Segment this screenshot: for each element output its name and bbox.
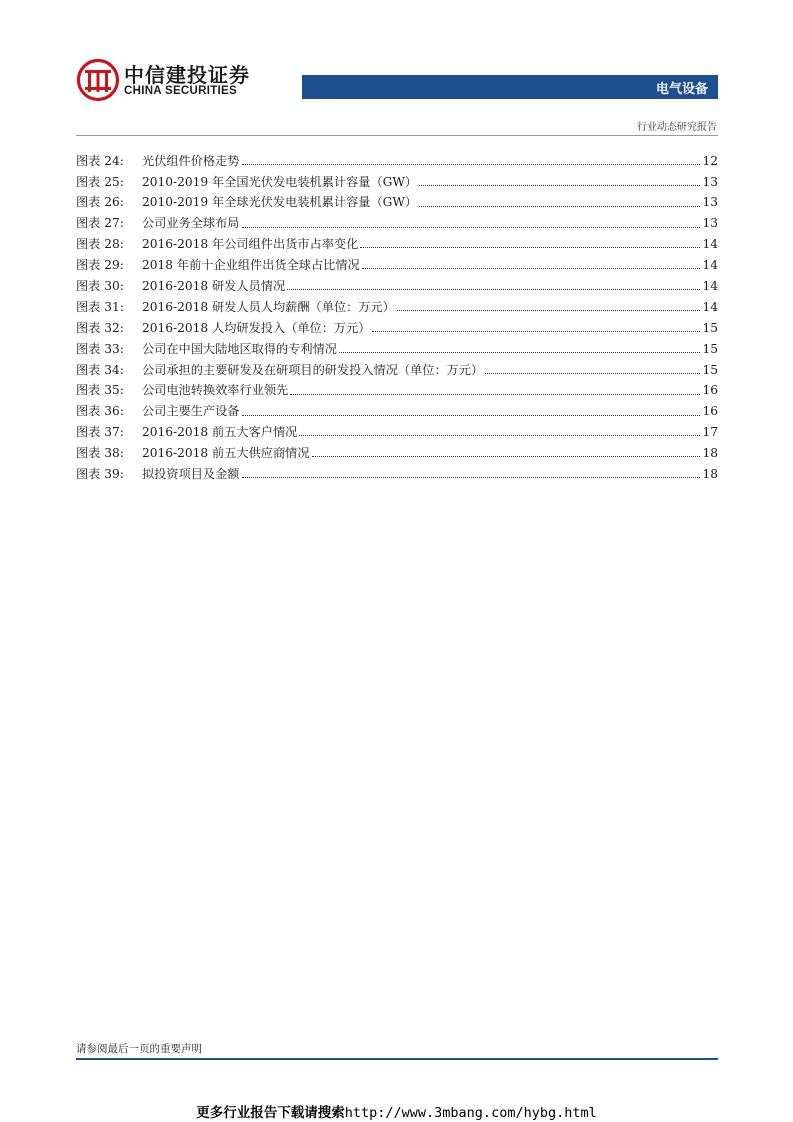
figure-number: 图表 35: bbox=[76, 383, 124, 398]
toc-entry[interactable] bbox=[76, 271, 718, 292]
leader-dots bbox=[287, 289, 700, 290]
sector-banner bbox=[302, 75, 718, 99]
figure-number: 图表 25: bbox=[76, 174, 124, 189]
figure-title: 2016-2018 研发人员人均薪酬（单位：万元） bbox=[142, 299, 395, 314]
logo-english-name: CHINA SECURITIES bbox=[124, 85, 237, 97]
page-number: 14 bbox=[702, 237, 718, 252]
toc-entry[interactable] bbox=[76, 334, 718, 355]
leader-dots bbox=[242, 477, 701, 478]
page-number: 15 bbox=[702, 341, 718, 356]
figure-number: 图表 27: bbox=[76, 216, 124, 231]
figure-title: 公司承担的主要研发及在研项目的研发投入情况（单位：万元） bbox=[142, 362, 484, 377]
toc-entry[interactable] bbox=[76, 313, 718, 334]
footer-divider bbox=[76, 1058, 718, 1060]
download-promo bbox=[0, 1101, 793, 1121]
header-divider bbox=[76, 135, 718, 136]
toc-entry[interactable] bbox=[76, 209, 718, 230]
leader-dots bbox=[242, 415, 701, 416]
leader-dots bbox=[242, 227, 701, 228]
page-number: 13 bbox=[702, 174, 718, 189]
figure-title: 2016-2018 人均研发投入（单位：万元） bbox=[142, 320, 371, 335]
toc-entry[interactable] bbox=[76, 292, 718, 313]
leader-dots bbox=[362, 268, 701, 269]
report-type: 行业动态研究报告 bbox=[637, 122, 717, 133]
toc-entry[interactable] bbox=[76, 397, 718, 418]
leader-dots bbox=[299, 435, 700, 436]
figure-title: 2016-2018 前五大客户情况 bbox=[142, 425, 298, 440]
leader-dots bbox=[372, 331, 700, 332]
page-number: 16 bbox=[702, 404, 718, 419]
figure-title: 2016-2018 前五大供应商情况 bbox=[142, 446, 310, 461]
figure-title: 2016-2018 年公司组件出货市占率变化 bbox=[142, 237, 359, 252]
figure-number: 图表 39: bbox=[76, 467, 124, 482]
figure-title: 公司业务全球布局 bbox=[142, 216, 240, 231]
china-securities-logo-icon bbox=[76, 58, 120, 102]
figure-title: 拟投资项目及金额 bbox=[142, 467, 240, 482]
toc-entry[interactable] bbox=[76, 355, 718, 376]
leader-dots bbox=[419, 185, 700, 186]
page-number: 14 bbox=[702, 279, 718, 294]
toc-entry[interactable] bbox=[76, 167, 718, 188]
figure-title: 公司在中国大陆地区取得的专利情况 bbox=[142, 341, 337, 356]
toc-entry[interactable] bbox=[76, 188, 718, 209]
leader-dots bbox=[290, 394, 700, 395]
page-number: 16 bbox=[702, 383, 718, 398]
toc-entry[interactable] bbox=[76, 376, 718, 397]
figure-title: 公司主要生产设备 bbox=[142, 404, 240, 419]
page-number: 18 bbox=[702, 446, 718, 461]
toc-entry[interactable] bbox=[76, 438, 718, 459]
figure-title: 2018 年前十企业组件出货全球占比情况 bbox=[142, 258, 360, 273]
page-number: 13 bbox=[702, 195, 718, 210]
figure-number: 图表 30: bbox=[76, 279, 124, 294]
toc-entry[interactable] bbox=[76, 250, 718, 271]
figure-number: 图表 31: bbox=[76, 299, 124, 314]
disclaimer-note: 请参阅最后一页的重要声明 bbox=[76, 1043, 202, 1055]
page-number: 14 bbox=[702, 299, 718, 314]
page-number: 15 bbox=[702, 362, 718, 377]
sector-label: 电气设备 bbox=[655, 81, 708, 97]
leader-dots bbox=[419, 206, 700, 207]
page-number: 17 bbox=[702, 425, 718, 440]
toc-entry[interactable] bbox=[76, 146, 718, 167]
figure-number: 图表 38: bbox=[76, 446, 124, 461]
leader-dots bbox=[312, 456, 701, 457]
figure-number: 图表 37: bbox=[76, 425, 124, 440]
leader-dots bbox=[397, 310, 701, 311]
page-number: 15 bbox=[702, 320, 718, 335]
figure-number: 图表 24: bbox=[76, 153, 124, 168]
page-number: 12 bbox=[702, 153, 718, 168]
figure-title: 2010-2019 年全国光伏发电装机累计容量（GW） bbox=[142, 174, 418, 189]
leader-dots bbox=[485, 373, 700, 374]
logo-chinese-name: 中信建投证券 bbox=[124, 63, 250, 87]
figure-number: 图表 32: bbox=[76, 320, 124, 335]
promo-text: 更多行业报告下载请搜索 bbox=[196, 1105, 345, 1121]
figure-title: 公司电池转换效率行业领先 bbox=[142, 383, 289, 398]
figure-number: 图表 36: bbox=[76, 404, 124, 419]
figure-index bbox=[76, 146, 718, 480]
figure-number: 图表 34: bbox=[76, 362, 124, 377]
leader-dots bbox=[360, 247, 700, 248]
page-number: 14 bbox=[702, 258, 718, 273]
figure-number: 图表 28: bbox=[76, 237, 124, 252]
figure-title: 2016-2018 研发人员情况 bbox=[142, 279, 286, 294]
toc-entry[interactable] bbox=[76, 418, 718, 439]
promo-url[interactable]: http://www.3mbang.com/hybg.html bbox=[344, 1105, 597, 1121]
toc-entry[interactable] bbox=[76, 459, 718, 480]
company-logo bbox=[76, 58, 256, 102]
figure-title: 光伏组件价格走势 bbox=[142, 153, 240, 168]
figure-number: 图表 29: bbox=[76, 258, 124, 273]
toc-entry[interactable] bbox=[76, 230, 718, 251]
figure-number: 图表 33: bbox=[76, 341, 124, 356]
leader-dots bbox=[339, 352, 700, 353]
figure-number: 图表 26: bbox=[76, 195, 124, 210]
figure-title: 2010-2019 年全球光伏发电装机累计容量（GW） bbox=[142, 195, 418, 210]
page-number: 13 bbox=[702, 216, 718, 231]
page-number: 18 bbox=[702, 467, 718, 482]
leader-dots bbox=[242, 164, 701, 165]
